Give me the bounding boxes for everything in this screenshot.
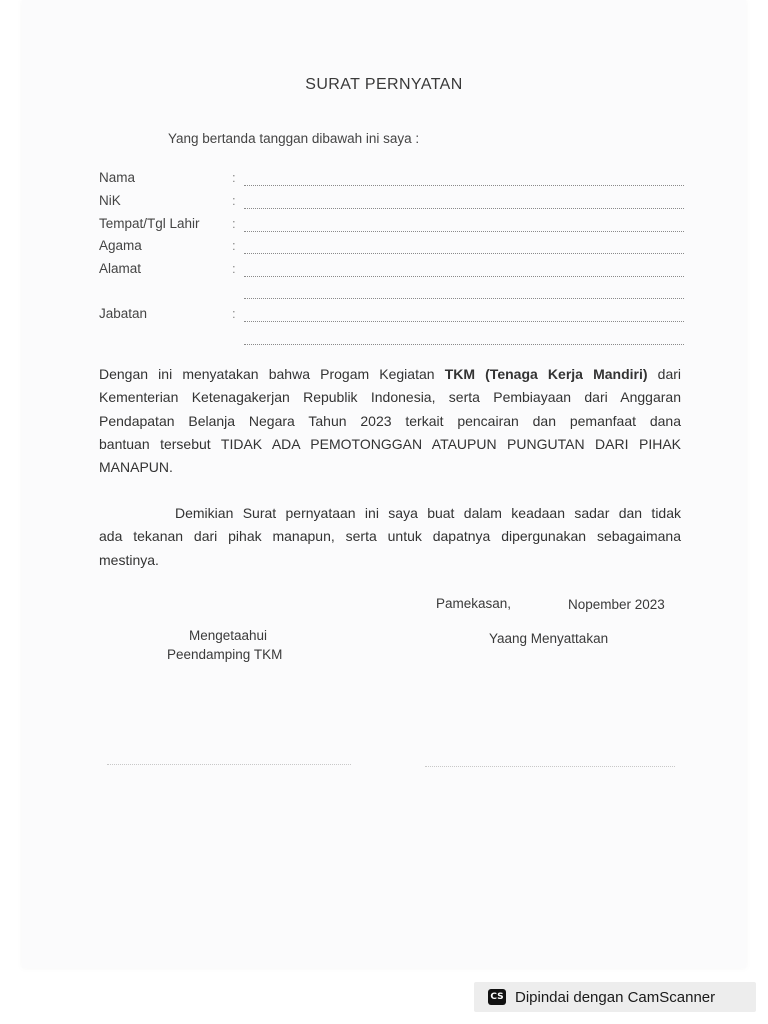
statement-paragraph xyxy=(99,363,681,479)
field-label-alamat: Alamat xyxy=(99,261,142,276)
left-signature-title: Mengetaahui xyxy=(189,628,268,643)
field-label-jabatan: Jabatan xyxy=(99,306,148,321)
intro-text: Yang bertanda tanggan dibawah ini saya : xyxy=(168,131,420,146)
closing-line: ada tekanan dari pihak manapun, serta untuk dapatnya dipergunakan sebagaimana xyxy=(99,528,681,545)
statement-line: Pendapatan Belanja Negara Tahun 2023 terkait pencairan dan pemanfaat dana xyxy=(99,412,681,429)
right-signature-title: Yaang Menyattakan xyxy=(489,631,609,646)
field-label-agama: Agama xyxy=(99,238,142,253)
statement-line: MANAPUN. xyxy=(99,459,173,476)
closing-line: mestinya. xyxy=(99,551,159,568)
field-line-jabatan-2 xyxy=(244,343,684,345)
field-label-nik: NiK xyxy=(99,193,121,208)
statement-line: bantuan tersebut TIDAK ADA PEMOTONGGAN ATAUPUN PUNGUTAN DARI PIHAK xyxy=(99,435,681,452)
field-label-nama: Nama xyxy=(99,170,136,185)
field-line-alamat xyxy=(244,275,684,277)
field-line-jabatan xyxy=(244,320,684,322)
field-line-tempat-tgl-lahir xyxy=(244,230,684,232)
left-signature-role: Peendamping TKM xyxy=(167,647,283,662)
camscanner-badge xyxy=(474,982,756,1012)
field-colon: : xyxy=(232,193,236,208)
left-signature-line xyxy=(107,763,351,765)
field-colon: : xyxy=(232,170,236,185)
right-signature-line xyxy=(425,765,675,767)
field-line-alamat-2 xyxy=(244,297,684,299)
field-colon: : xyxy=(232,216,236,231)
statement-line: Kementerian Ketenagakerjan Republik Indonesia, serta Pembiayaan dari Anggaran xyxy=(99,389,681,406)
camscanner-text: Dipindai dengan CamScanner xyxy=(515,988,716,1006)
field-colon: : xyxy=(232,238,236,253)
place-text: Pamekasan, xyxy=(436,596,512,611)
field-line-agama xyxy=(244,252,684,254)
field-colon: : xyxy=(232,306,236,321)
camscanner-logo-icon: CS xyxy=(488,989,506,1005)
statement-line: Dengan ini menyatakan bahwa Progam Kegiatan TKM (Tenaga Kerja Mandiri) dari xyxy=(99,366,682,382)
closing-line: Demikian Surat pernyataan ini saya buat dalam keadaan sadar dan tidak xyxy=(175,505,681,521)
field-line-nama xyxy=(244,184,684,186)
closing-paragraph xyxy=(99,502,681,572)
date-text: Nopember 2023 xyxy=(568,597,665,612)
program-name: TKM (Tenaga Kerja Mandiri) xyxy=(444,366,648,382)
field-line-nik xyxy=(244,207,684,209)
document-title: SURAT PERNYATAN xyxy=(305,76,463,93)
field-label-tempat-tgl-lahir: Tempat/Tgl Lahir xyxy=(99,216,200,231)
field-colon: : xyxy=(232,261,236,276)
